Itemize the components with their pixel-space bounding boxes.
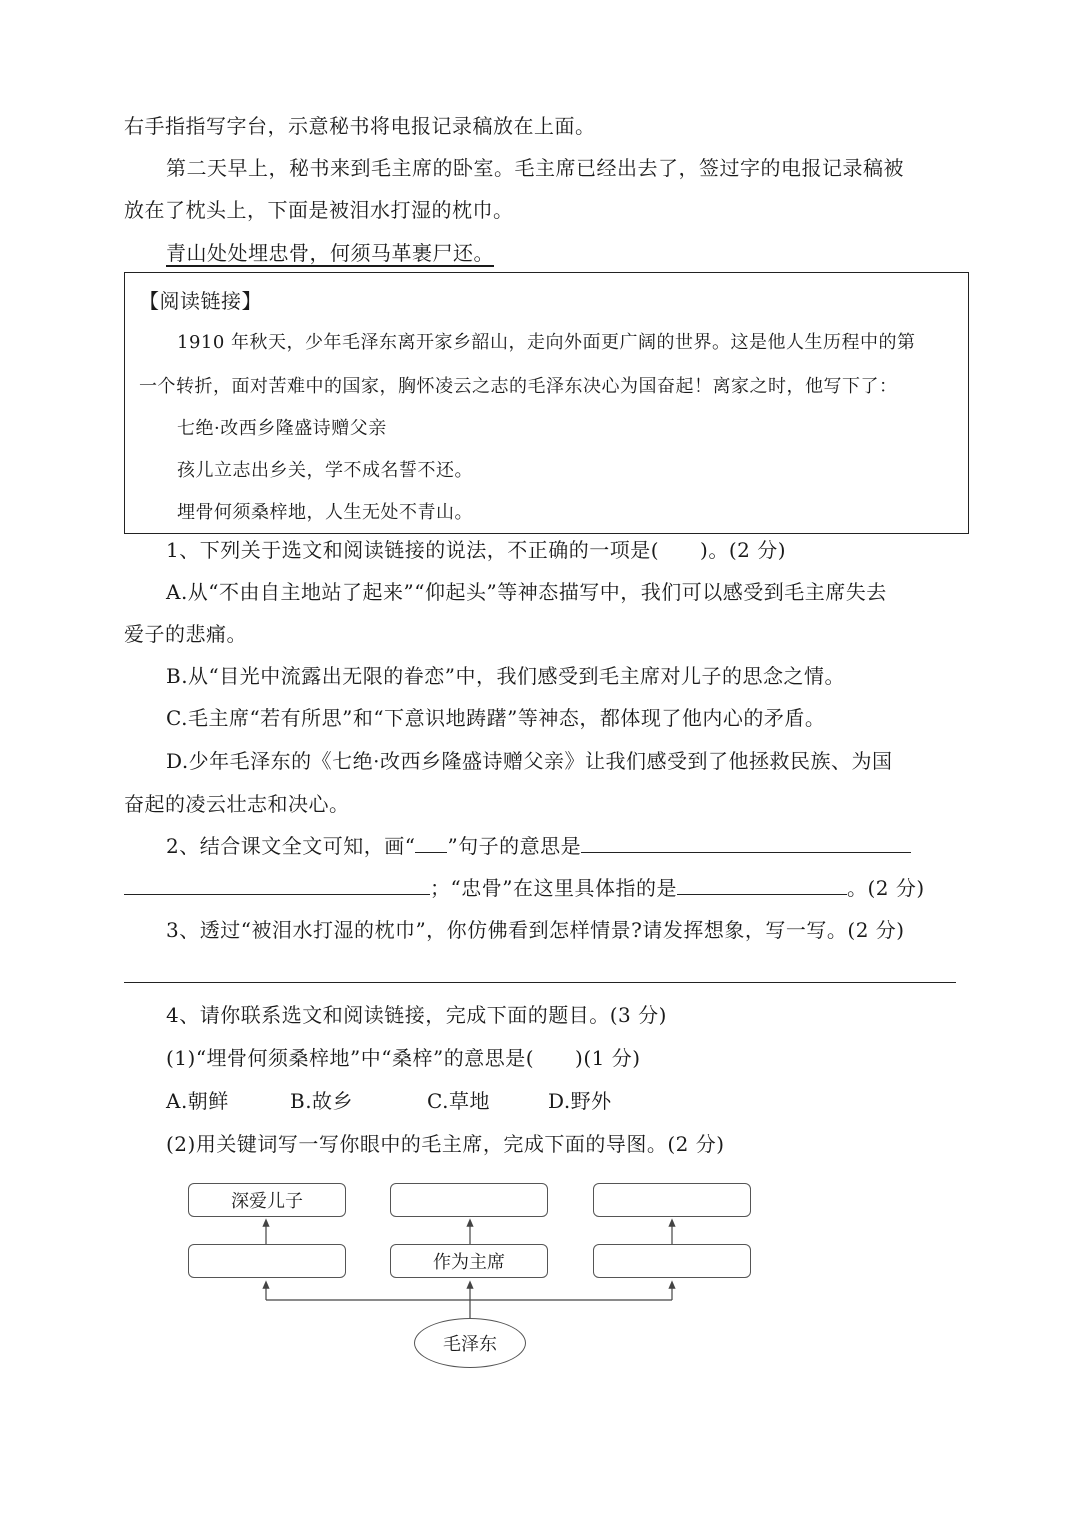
q4-option-a: A.朝鲜 <box>166 1089 229 1113</box>
mindmap-root: 毛泽东 <box>414 1318 526 1368</box>
q1-option-b: B.从“目光中流露出无限的眷恋”中，我们感受到毛主席对儿子的思念之情。 <box>166 664 846 688</box>
q1-option-a: A.从“不由自主地站了起来”“仰起头”等神态描写中，我们可以感受到毛主席失去 <box>166 580 887 604</box>
q2-part-1: 2、结合课文全文可知，画“ <box>166 834 416 858</box>
q3-stem: 3、透过“被泪水打湿的枕巾”，你仿佛看到怎样情景?请发挥想象，写一写。(2 分) <box>166 918 905 942</box>
q1-option-d: D.少年毛泽东的《七绝·改西乡隆盛诗赠父亲》让我们感受到了他拯救民族、为国 <box>166 749 893 773</box>
q4-stem: 4、请你联系选文和阅读链接，完成下面的题目。(3 分) <box>166 1003 667 1027</box>
mindmap-node-top-middle-blank[interactable] <box>390 1183 548 1217</box>
reading-link-heading: 【阅读链接】 <box>139 289 262 313</box>
underlined-sentence: 青山处处埋忠骨，何须马革裹尸还。 <box>166 241 494 265</box>
reading-link-paragraph-1: 1910 年秋天，少年毛泽东离开家乡韶山，走向外面更广阔的世界。这是他人生历程中的第 <box>177 332 916 353</box>
q4-sub-1: (1)“埋骨何须桑梓地”中“桑梓”的意思是( )(1 分) <box>166 1046 641 1070</box>
mindmap-node-top-right-blank[interactable] <box>593 1183 751 1217</box>
mindmap-node-top-left: 深爱儿子 <box>188 1183 346 1217</box>
mindmap-node-mid-left-blank[interactable] <box>188 1244 346 1278</box>
q4-option-b: B.故乡 <box>290 1089 354 1113</box>
q1-option-c: C.毛主席“若有所思”和“下意识地踌躇”等神态，都体现了他内心的矛盾。 <box>166 706 826 730</box>
mindmap-node-mid-right-blank[interactable] <box>593 1244 751 1278</box>
mindmap-node-mid-middle: 作为主席 <box>390 1244 548 1278</box>
q1-option-d-cont: 奋起的凌云壮志和决心。 <box>124 792 350 816</box>
q2-part-2: ”句子的意思是 <box>447 834 582 858</box>
q4-option-d: D.野外 <box>548 1089 612 1113</box>
poem-line-1: 孩儿立志出乡关，学不成名誓不还。 <box>177 460 473 481</box>
q4-sub-2: (2)用关键词写一写你眼中的毛主席，完成下面的导图。(2 分) <box>166 1132 725 1156</box>
q2-part-4: 。(2 分) <box>846 876 925 900</box>
q2-part-3: ；“忠骨”在这里具体指的是 <box>430 876 677 900</box>
passage-line-2: 第二天早上，秘书来到毛主席的卧室。毛主席已经出去了，签过字的电报记录稿被 <box>166 156 904 180</box>
passage-line-3: 放在了枕头上，下面是被泪水打湿的枕巾。 <box>124 198 514 222</box>
q1-option-a-cont: 爱子的悲痛。 <box>124 622 247 646</box>
poem-line-2: 埋骨何须桑梓地，人生无处不青山。 <box>177 502 473 523</box>
q4-option-c: C.草地 <box>427 1089 490 1113</box>
passage-line-1: 右手指指写字台，示意秘书将电报记录稿放在上面。 <box>124 114 596 138</box>
reading-link-paragraph-2: 一个转折，面对苦难中的国家，胸怀凌云之志的毛泽东决心为国奋起！离家之时，他写下了： <box>139 376 898 397</box>
poem-title: 七绝·改西乡隆盛诗赠父亲 <box>177 418 387 439</box>
q1-stem: 1、下列关于选文和阅读链接的说法，不正确的一项是( )。(2 分) <box>166 538 787 562</box>
